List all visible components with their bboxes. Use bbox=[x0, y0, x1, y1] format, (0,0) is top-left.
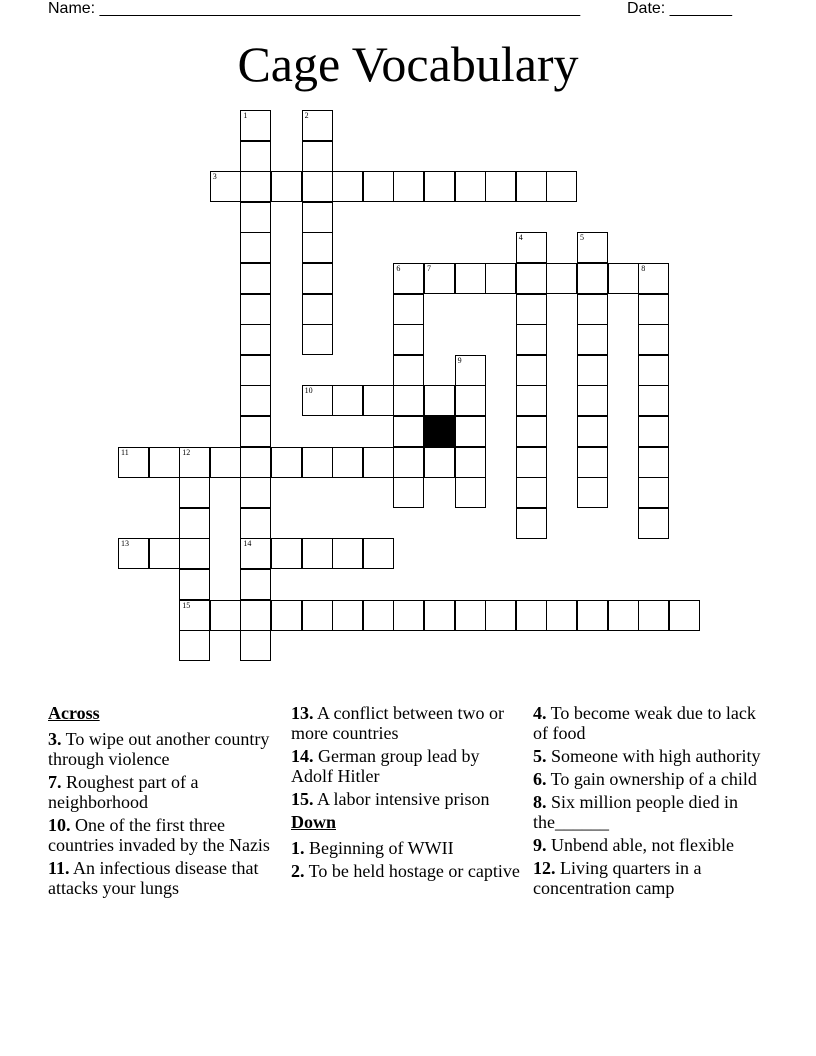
clue-number: 5 bbox=[580, 233, 584, 243]
crossword-cell[interactable] bbox=[302, 447, 333, 478]
crossword-cell[interactable] bbox=[393, 263, 424, 294]
crossword-cell[interactable] bbox=[302, 538, 333, 569]
clue-item bbox=[291, 746, 523, 786]
crossword-cell[interactable] bbox=[302, 141, 333, 172]
clue-number-label: 10. bbox=[48, 815, 71, 835]
crossword-cell[interactable] bbox=[455, 416, 486, 447]
clue-text: Six million people died in the______ bbox=[533, 792, 738, 832]
clue-item bbox=[533, 703, 765, 743]
clue-text: German group lead by Adolf Hitler bbox=[291, 746, 480, 786]
crossword-cell[interactable] bbox=[638, 385, 669, 416]
crossword-cell[interactable] bbox=[240, 600, 271, 631]
crossword-cell[interactable] bbox=[302, 324, 333, 355]
crossword-cell[interactable] bbox=[393, 171, 424, 202]
crossword-cell[interactable] bbox=[118, 538, 149, 569]
clue-text: Living quarters in a concentration camp bbox=[533, 858, 702, 898]
crossword-cell[interactable] bbox=[240, 508, 271, 539]
crossword-cell[interactable] bbox=[455, 477, 486, 508]
crossword-cell[interactable] bbox=[240, 232, 271, 263]
clue-item bbox=[291, 703, 523, 743]
clue-number-label: 5. bbox=[533, 746, 547, 766]
crossword-cell[interactable] bbox=[393, 416, 424, 447]
crossword-cell[interactable] bbox=[424, 447, 455, 478]
crossword-cell[interactable] bbox=[577, 600, 608, 631]
clues-column-1 bbox=[48, 703, 280, 901]
crossword-cell[interactable] bbox=[363, 171, 394, 202]
crossword-cell[interactable] bbox=[455, 171, 486, 202]
crossword-cell[interactable] bbox=[363, 447, 394, 478]
clue-number-label: 12. bbox=[533, 858, 556, 878]
crossword-cell[interactable] bbox=[271, 447, 302, 478]
crossword-cell[interactable] bbox=[240, 447, 271, 478]
clue-number-label: 15. bbox=[291, 789, 314, 809]
clue-number: 8 bbox=[641, 264, 646, 273]
crossword-cell[interactable] bbox=[424, 385, 455, 416]
clue-item bbox=[291, 789, 523, 809]
crossword-cell[interactable] bbox=[240, 355, 271, 386]
clue-number: 10 bbox=[304, 386, 313, 396]
clue-number: 2 bbox=[304, 111, 309, 120]
clue-item bbox=[48, 858, 280, 898]
crossword-cell[interactable] bbox=[302, 110, 333, 141]
clue-text: Someone with high authority bbox=[546, 746, 761, 766]
crossword-cell[interactable] bbox=[363, 538, 394, 569]
clue-item bbox=[533, 835, 765, 855]
clue-text: A labor intensive prison bbox=[313, 789, 490, 809]
crossword-cell[interactable] bbox=[179, 600, 210, 631]
clue-number-label: 6. bbox=[533, 769, 547, 789]
crossword-cell[interactable] bbox=[149, 538, 180, 569]
clues-column-3 bbox=[533, 703, 765, 901]
name-field-label: Name: ______________________________________________________ bbox=[48, 0, 581, 17]
crossword-cell[interactable] bbox=[516, 324, 547, 355]
crossword-cell[interactable] bbox=[240, 385, 271, 416]
crossword-cell[interactable] bbox=[577, 416, 608, 447]
clue-text: Beginning of WWII bbox=[304, 838, 454, 858]
crossword-cell[interactable] bbox=[577, 385, 608, 416]
crossword-cell[interactable] bbox=[455, 447, 486, 478]
crossword-cell[interactable] bbox=[638, 508, 669, 539]
across-heading: Across bbox=[48, 703, 100, 723]
clue-number: 9 bbox=[457, 355, 462, 365]
crossword-cell[interactable] bbox=[577, 294, 608, 325]
crossword-cell[interactable] bbox=[516, 294, 547, 325]
blocked-cell bbox=[424, 416, 455, 447]
crossword-cell[interactable] bbox=[638, 263, 669, 294]
crossword-cell[interactable] bbox=[271, 538, 302, 569]
crossword-cell[interactable] bbox=[302, 600, 333, 631]
crossword-cell[interactable] bbox=[546, 600, 577, 631]
clue-item bbox=[48, 729, 280, 769]
crossword-cell[interactable] bbox=[546, 263, 577, 294]
crossword-cell[interactable] bbox=[210, 600, 241, 631]
crossword-cell[interactable] bbox=[210, 447, 241, 478]
clue-number: 3 bbox=[212, 172, 217, 182]
crossword-cell[interactable] bbox=[332, 600, 363, 631]
crossword-cell[interactable] bbox=[485, 600, 516, 631]
crossword-cell[interactable] bbox=[240, 538, 271, 569]
clue-number: 11 bbox=[121, 447, 129, 457]
crossword-cell[interactable] bbox=[332, 538, 363, 569]
crossword-cell[interactable] bbox=[240, 630, 271, 661]
crossword-cell[interactable] bbox=[240, 416, 271, 447]
crossword-cell[interactable] bbox=[240, 569, 271, 600]
clue-number: 12 bbox=[182, 447, 191, 457]
crossword-cell[interactable] bbox=[332, 385, 363, 416]
crossword-cell[interactable] bbox=[577, 477, 608, 508]
clue-number-label: 2. bbox=[291, 861, 305, 881]
crossword-cell[interactable] bbox=[393, 600, 424, 631]
clue-number-label: 4. bbox=[533, 703, 547, 723]
crossword-cell[interactable] bbox=[516, 355, 547, 386]
clue-number-label: 3. bbox=[48, 729, 62, 749]
crossword-cell[interactable] bbox=[210, 171, 241, 202]
crossword-cell[interactable] bbox=[516, 447, 547, 478]
crossword-cell[interactable] bbox=[179, 477, 210, 508]
crossword-cell[interactable] bbox=[608, 263, 639, 294]
crossword-cell[interactable] bbox=[240, 477, 271, 508]
clues-column-2 bbox=[291, 703, 523, 884]
crossword-cell[interactable] bbox=[638, 447, 669, 478]
crossword-cell[interactable] bbox=[179, 508, 210, 539]
crossword-cell[interactable] bbox=[332, 447, 363, 478]
clue-text: An infectious disease that attacks your lungs bbox=[48, 858, 259, 898]
clue-item bbox=[48, 772, 280, 812]
clue-number: 1 bbox=[243, 111, 248, 120]
crossword-cell[interactable] bbox=[546, 171, 577, 202]
clue-item bbox=[533, 746, 765, 766]
crossword-cell[interactable] bbox=[240, 141, 271, 172]
clue-number: 14 bbox=[243, 539, 252, 549]
crossword-cell[interactable] bbox=[240, 324, 271, 355]
clue-number-label: 9. bbox=[533, 835, 547, 855]
crossword-cell[interactable] bbox=[638, 600, 669, 631]
crossword-cell[interactable] bbox=[240, 110, 271, 141]
clue-item bbox=[48, 815, 280, 855]
crossword-cell[interactable] bbox=[240, 171, 271, 202]
clue-text: To wipe out another country through violence bbox=[48, 729, 270, 769]
puzzle-title: Cage Vocabulary bbox=[237, 36, 579, 92]
crossword-cell[interactable] bbox=[638, 477, 669, 508]
clue-number: 7 bbox=[427, 264, 431, 273]
crossword-cell[interactable] bbox=[638, 355, 669, 386]
crossword-cell[interactable] bbox=[516, 600, 547, 631]
clue-text: Roughest part of a neighborhood bbox=[48, 772, 199, 812]
crossword-cell[interactable] bbox=[516, 171, 547, 202]
crossword-cell[interactable] bbox=[149, 447, 180, 478]
clue-number: 15 bbox=[182, 600, 191, 610]
crossword-cell[interactable] bbox=[393, 324, 424, 355]
clue-number: 4 bbox=[518, 233, 523, 243]
clue-text: A conflict between two or more countries bbox=[291, 703, 504, 743]
crossword-cell[interactable] bbox=[424, 171, 455, 202]
clue-number-label: 1. bbox=[291, 838, 305, 858]
clue-text: Unbend able, not flexible bbox=[546, 835, 734, 855]
crossword-cell[interactable] bbox=[577, 355, 608, 386]
clue-item bbox=[291, 861, 523, 881]
clue-item bbox=[291, 838, 523, 858]
crossword-cell[interactable] bbox=[424, 263, 455, 294]
crossword-cell[interactable] bbox=[302, 385, 333, 416]
crossword-cell[interactable] bbox=[393, 447, 424, 478]
crossword-cell[interactable] bbox=[240, 202, 271, 233]
clue-number: 13 bbox=[121, 539, 129, 549]
crossword-cell[interactable] bbox=[455, 385, 486, 416]
crossword-cell[interactable] bbox=[577, 232, 608, 263]
crossword-cell[interactable] bbox=[179, 569, 210, 600]
clue-number-label: 11. bbox=[48, 858, 70, 878]
crossword-cell[interactable] bbox=[179, 538, 210, 569]
crossword-cell[interactable] bbox=[638, 294, 669, 325]
date-field-label: Date: _______ bbox=[627, 0, 732, 17]
crossword-cell[interactable] bbox=[302, 171, 333, 202]
crossword-cell[interactable] bbox=[302, 294, 333, 325]
crossword-cell[interactable] bbox=[363, 385, 394, 416]
crossword-cell[interactable] bbox=[516, 477, 547, 508]
crossword-cell[interactable] bbox=[393, 355, 424, 386]
crossword-cell[interactable] bbox=[424, 600, 455, 631]
crossword-cell[interactable] bbox=[516, 232, 547, 263]
crossword-cell[interactable] bbox=[179, 447, 210, 478]
clue-item bbox=[533, 858, 765, 898]
crossword-cell[interactable] bbox=[608, 600, 639, 631]
clue-number: 6 bbox=[396, 264, 401, 273]
crossword-cell[interactable] bbox=[638, 324, 669, 355]
clue-item bbox=[533, 769, 765, 789]
crossword-cell[interactable] bbox=[516, 508, 547, 539]
crossword-cell[interactable] bbox=[393, 385, 424, 416]
crossword-cell[interactable] bbox=[516, 263, 547, 294]
crossword-cell[interactable] bbox=[118, 447, 149, 478]
clue-number-label: 7. bbox=[48, 772, 62, 792]
clue-item bbox=[533, 792, 765, 832]
crossword-cell[interactable] bbox=[638, 416, 669, 447]
crossword-cell[interactable] bbox=[577, 447, 608, 478]
crossword-cell[interactable] bbox=[363, 600, 394, 631]
crossword-cell[interactable] bbox=[455, 355, 486, 386]
clue-number-label: 13. bbox=[291, 703, 314, 723]
crossword-cell[interactable] bbox=[455, 263, 486, 294]
clue-text: To become weak due to lack of food bbox=[533, 703, 756, 743]
crossword-cell[interactable] bbox=[577, 263, 608, 294]
down-heading: Down bbox=[291, 812, 337, 832]
crossword-cell[interactable] bbox=[393, 294, 424, 325]
crossword-cell[interactable] bbox=[302, 202, 333, 233]
crossword-cell[interactable] bbox=[240, 263, 271, 294]
crossword-cell[interactable] bbox=[669, 600, 700, 631]
crossword-cell[interactable] bbox=[393, 477, 424, 508]
clue-number-label: 14. bbox=[291, 746, 314, 766]
crossword-cell[interactable] bbox=[179, 630, 210, 661]
clue-number-label: 8. bbox=[533, 792, 547, 812]
crossword-cell[interactable] bbox=[332, 171, 363, 202]
crossword-cell[interactable] bbox=[271, 171, 302, 202]
crossword-cell[interactable] bbox=[485, 171, 516, 202]
crossword-cell[interactable] bbox=[302, 232, 333, 263]
clue-text: To be held hostage or captive bbox=[304, 861, 520, 881]
crossword-cell[interactable] bbox=[455, 600, 486, 631]
crossword-cell[interactable] bbox=[516, 385, 547, 416]
clue-text: To gain ownership of a child bbox=[546, 769, 757, 789]
crossword-cell[interactable] bbox=[302, 263, 333, 294]
clue-text: One of the first three countries invaded by the Nazis bbox=[48, 815, 270, 855]
crossword-cell[interactable] bbox=[271, 600, 302, 631]
crossword-cell[interactable] bbox=[577, 324, 608, 355]
crossword-cell[interactable] bbox=[516, 416, 547, 447]
crossword-cell[interactable] bbox=[485, 263, 516, 294]
crossword-cell[interactable] bbox=[240, 294, 271, 325]
